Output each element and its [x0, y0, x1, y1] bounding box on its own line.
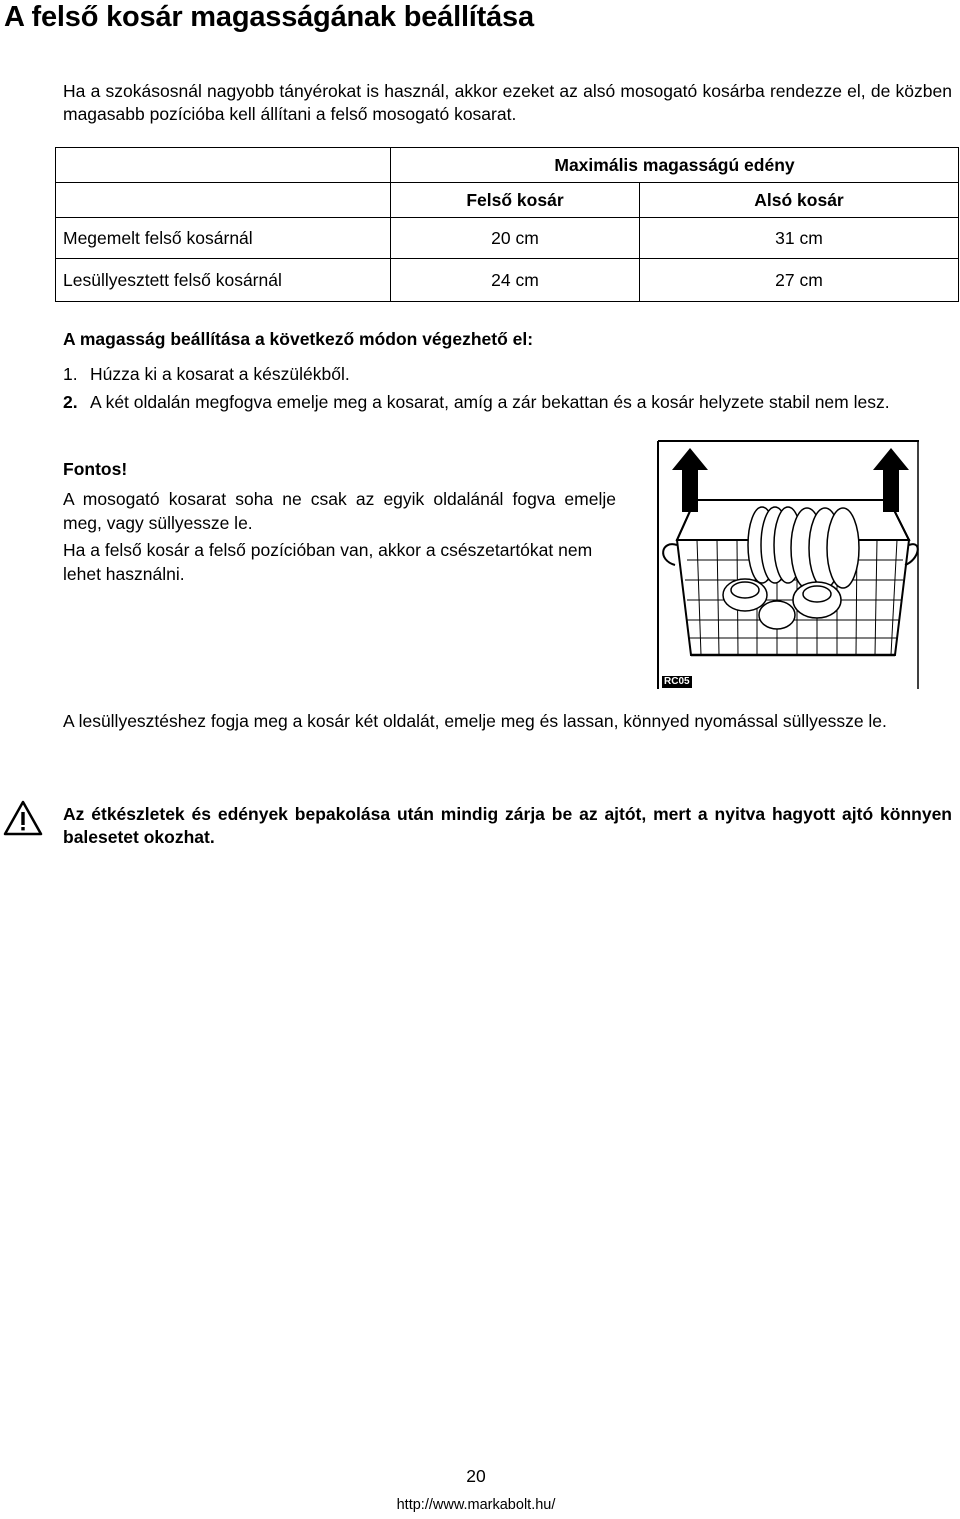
footer-url: http://www.markabolt.hu/: [396, 1497, 556, 1513]
basket-illustration: [657, 440, 920, 690]
table-group-header: Maximális magasságú edény: [391, 148, 959, 183]
step-number: 1.: [63, 364, 78, 384]
height-table: [55, 147, 959, 302]
arrow-up-icon: [672, 448, 708, 512]
table-row: [56, 218, 959, 259]
page-title: A felső kosár magasságának beállítása: [4, 1, 534, 33]
procedure-heading: A magasság beállítása a következő módon végezhető el:: [63, 329, 534, 349]
table-row: [56, 259, 959, 302]
warning-icon: [3, 800, 43, 836]
important-text: Ha a felső kosár a felső pozícióban van, akkor a csészetartókat nem lehet használni.: [63, 540, 593, 584]
important-text: A mosogató kosarat soha ne csak az egyik oldalánál fogva emelje meg, vagy süllyessze le.: [63, 489, 616, 533]
intro-paragraph: Ha a szokásosnál nagyobb tányérokat is használ, akkor ezeket az alsó mosogató kosárba rendezze el, de közben magasabb pozícióba kell állítani a felső mosogató kosarat.: [63, 81, 952, 124]
step-text: A két oldalán megfogva emelje meg a kosarat, amíg a zár bekattan és a kosár helyzete stabil nem lesz.: [90, 392, 890, 412]
table-col-header: Felső kosár: [391, 183, 640, 218]
table-row-label: Megemelt felső kosárnál: [56, 218, 391, 259]
figure-code: RC05: [664, 676, 690, 687]
step-item: [63, 391, 953, 437]
lowering-paragraph: A lesüllyesztéshez fogja meg a kosár két oldalát, emelje meg és lassan, könnyed nyomással süllyessze le.: [63, 711, 887, 731]
warning-text: Az étkészletek és edények bepakolása után mindig zárja be az ajtót, mert a nyitva hagyott ajtó könnyen balesetet okozhat.: [63, 804, 952, 847]
table-blank-cell: [56, 148, 391, 183]
table-blank-cell: [56, 183, 391, 218]
table-cell: 24 cm: [391, 259, 640, 302]
important-label: Fontos!: [63, 459, 128, 479]
table-cell: 31 cm: [640, 218, 959, 259]
step-text: Húzza ki a kosarat a készülékből.: [90, 364, 350, 384]
table-cell: 27 cm: [640, 259, 959, 302]
table-cell: 20 cm: [391, 218, 640, 259]
table-col-header: Alsó kosár: [640, 183, 959, 218]
page-number: 20: [466, 1466, 486, 1486]
step-number: 2.: [63, 392, 78, 412]
step-item: [63, 363, 953, 387]
table-row-label: Lesüllyesztett felső kosárnál: [56, 259, 391, 302]
